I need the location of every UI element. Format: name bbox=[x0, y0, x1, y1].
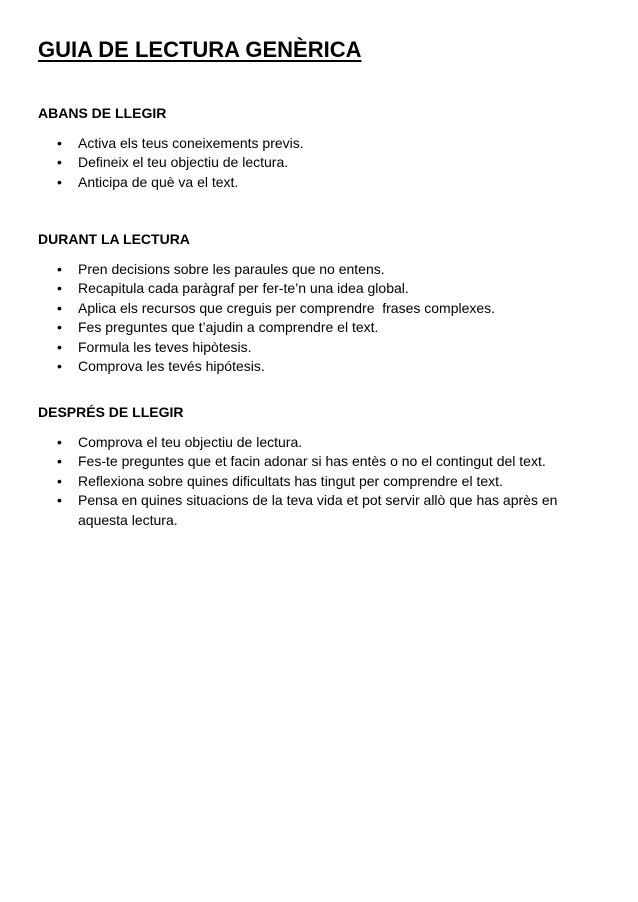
bullet-icon: • bbox=[57, 472, 62, 489]
section-heading: DURANT LA LECTURA bbox=[38, 231, 190, 247]
bullet-icon: • bbox=[57, 280, 62, 297]
list-item bbox=[38, 279, 578, 298]
list-item bbox=[38, 153, 578, 172]
bullet-icon: • bbox=[57, 453, 62, 470]
bullet-icon: • bbox=[57, 299, 62, 316]
list-item-text: Activa els teus coneixements previs. bbox=[78, 135, 304, 151]
list-item bbox=[38, 433, 578, 452]
bullet-list bbox=[38, 134, 578, 192]
list-item-text: Defineix el teu objectiu de lectura. bbox=[78, 154, 289, 171]
section-abans-de-llegir bbox=[38, 104, 578, 192]
list-item bbox=[38, 260, 578, 279]
bullet-icon: • bbox=[57, 261, 62, 277]
list-item-text: Anticipa de què va el text. bbox=[78, 173, 239, 190]
list-item-text: Formula les teves hipòtesis. bbox=[78, 338, 252, 355]
bullet-list bbox=[38, 260, 578, 376]
list-item-text: Comprova el teu objectiu de lectura. bbox=[78, 434, 303, 450]
bullet-icon: • bbox=[57, 434, 62, 450]
bullet-icon: • bbox=[57, 154, 62, 171]
document-title: GUIA DE LECTURA GENÈRICA bbox=[38, 37, 362, 62]
list-item-text: Fes preguntes que t’ajudin a comprendre el text. bbox=[78, 319, 379, 336]
list-item bbox=[38, 472, 578, 491]
bullet-icon: • bbox=[57, 135, 62, 151]
bullet-icon: • bbox=[57, 319, 62, 336]
list-item-text: Comprova les tevés hipótesis. bbox=[78, 358, 265, 375]
bullet-icon: • bbox=[57, 338, 62, 355]
list-item-text: Pensa en quines situacions de la teva vida et pot servir allò que has après en aquesta lectura. bbox=[78, 492, 558, 528]
bullet-icon: • bbox=[57, 358, 62, 375]
list-item bbox=[38, 173, 578, 192]
list-item bbox=[38, 452, 578, 471]
list-item bbox=[38, 134, 578, 153]
section-durant-la-lectura bbox=[38, 230, 578, 376]
list-item bbox=[38, 318, 578, 337]
list-item bbox=[38, 299, 578, 318]
list-item bbox=[38, 338, 578, 357]
list-item-text: Aplica els recursos que creguis per comprendre frases complexes. bbox=[78, 299, 496, 316]
bullet-list bbox=[38, 433, 578, 530]
list-item-text: Reflexiona sobre quines dificultats has tingut per comprendre el text. bbox=[78, 472, 503, 489]
list-item-text: Recapitula cada paràgraf per fer-te’n una idea global. bbox=[78, 280, 409, 297]
section-despres-de-llegir bbox=[38, 403, 578, 530]
list-item-text: Fes-te preguntes que et facin adonar si has entès o no el contingut del text. bbox=[78, 453, 546, 470]
list-item bbox=[38, 357, 578, 376]
bullet-icon: • bbox=[57, 492, 62, 509]
list-item bbox=[38, 491, 578, 530]
list-item-text: Pren decisions sobre les paraules que no entens. bbox=[78, 261, 385, 277]
section-heading: ABANS DE LLEGIR bbox=[38, 105, 167, 121]
bullet-icon: • bbox=[57, 173, 62, 190]
section-heading: DESPRÉS DE LLEGIR bbox=[38, 404, 184, 420]
